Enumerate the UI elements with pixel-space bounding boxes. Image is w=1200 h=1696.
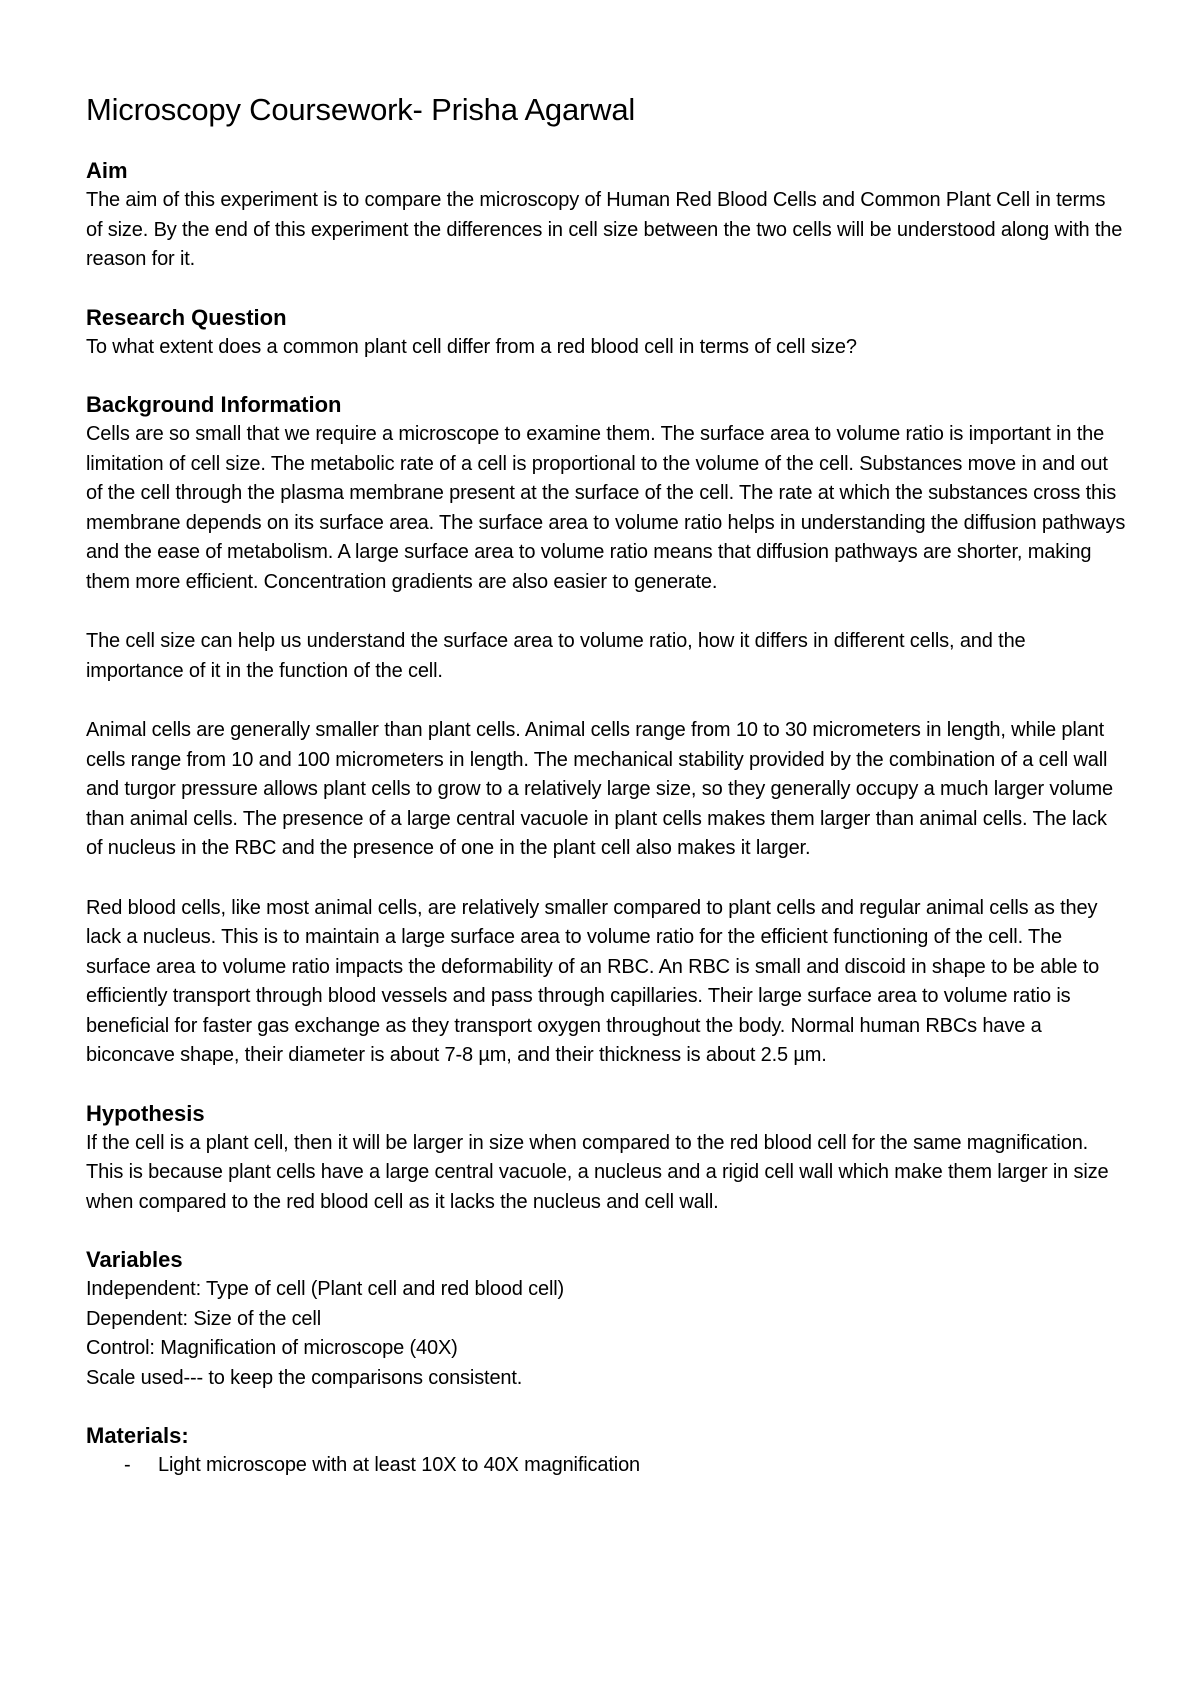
hypothesis-section [86,1099,1126,1218]
variables-section [86,1245,1126,1393]
background-heading: Background Information [86,392,342,417]
document-title: Microscopy Coursework- Prisha Agarwal [86,92,636,127]
background-section [86,390,1126,1071]
variables-heading: Variables [86,1247,183,1272]
variable-control: Control: Magnification of microscope (40X) [86,1337,458,1359]
aim-heading: Aim [86,158,128,183]
materials-section [86,1421,1126,1481]
materials-list [86,1451,1126,1481]
materials-heading: Materials: [86,1423,189,1448]
background-paragraph: Animal cells are generally smaller than plant cells. Animal cells range from 10 to 30 micrometers in length, while plant cells range from 10 and 100 micrometers in length. The mechanical stability provided by the combination of a cell wall and turgor pressure allows plant cells to grow to a relatively large size, so they generally occupy a much larger volume than animal cells. The presence of a large central vacuole in plant cells makes them larger than animal cells. The lack of nucleus in the RBC and the presence of one in the plant cell also makes it larger. [86,719,1113,859]
background-paragraph: Cells are so small that we require a microscope to examine them. The surface area to volume ratio is important in the limitation of cell size. The metabolic rate of a cell is proportional to the volume of the cell. Substances move in and out of the cell through the plasma membrane present at the surface of the cell. The rate at which the substances cross this membrane depends on its surface area. The surface area to volume ratio helps in understanding the diffusion pathways and the ease of metabolism. A large surface area to volume ratio means that diffusion pathways are shorter, making them more efficient. Concentration gradients are also easier to generate. [86,423,1126,593]
bullet-dash-icon: - [124,1454,131,1476]
research-question-heading: Research Question [86,304,287,330]
aim-section [86,156,1126,275]
variable-independent: Independent: Type of cell (Plant cell and red blood cell) [86,1278,565,1300]
variable-scale: Scale used--- to keep the comparisons consistent. [86,1366,523,1389]
variable-dependent: Dependent: Size of the cell [86,1307,321,1330]
background-paragraph: Red blood cells, like most animal cells, are relatively smaller compared to plant cells and regular animal cells as they lack a nucleus. This is to maintain a large surface area to volume ratio for the efficient functioning of the cell. The surface area to volume ratio impacts the deformability of an RBC. An RBC is small and discoid in shape to be able to efficiently transport through blood vessels and pass through capillaries. Their large surface area to volume ratio is beneficial for faster gas exchange as they transport oxygen throughout the body. Normal human RBCs have a biconcave shape, their diameter is about 7-8 µm, and their thickness is about 2.5 µm. [86,896,1100,1066]
hypothesis-heading: Hypothesis [86,1100,205,1126]
list-item [86,1451,1126,1481]
aim-text: The aim of this experiment is to compare the microscopy of Human Red Blood Cells and Common Plant Cell in terms of size. By the end of this experiment the differences in cell size between the two cells will be understood along with the reason for it. [86,189,1123,270]
hypothesis-text: If the cell is a plant cell, then it will be larger in size when compared to the red blood cell for the same magnification. This is because plant cells have a large central vacuole, a nucleus and a rigid cell wall which make them larger in size when compared to the red blood cell as it lacks the nucleus and cell wall. [86,1131,1109,1213]
research-question-text: To what extent does a common plant cell differ from a red blood cell in terms of cell size? [86,335,857,358]
material-label: Light microscope with at least 10X to 40X magnification [158,1454,641,1476]
document-page [86,88,1126,1509]
research-question-section [86,303,1126,363]
background-paragraph: The cell size can help us understand the surface area to volume ratio, how it differs in different cells, and the importance of it in the function of the cell. [86,630,1026,682]
